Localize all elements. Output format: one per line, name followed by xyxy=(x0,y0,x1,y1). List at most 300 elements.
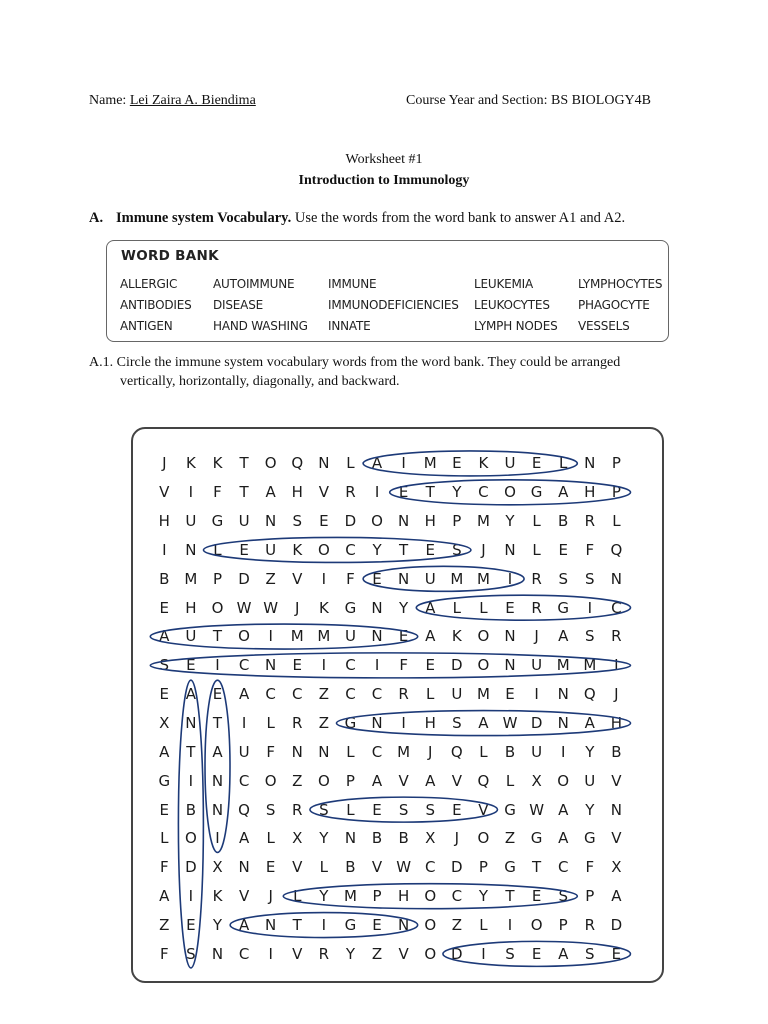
grid-letter: V xyxy=(611,771,622,790)
grid-letter: I xyxy=(507,915,513,934)
grid-letter: X xyxy=(292,829,303,848)
grid-letter: A xyxy=(265,483,276,502)
grid-letter: L xyxy=(559,454,568,473)
grid-letter: G xyxy=(504,858,516,877)
grid-letter: V xyxy=(398,944,409,963)
grid-letter: M xyxy=(476,685,490,704)
grid-letter: C xyxy=(345,685,356,704)
grid-letter: O xyxy=(530,915,543,934)
grid-letter: V xyxy=(159,483,170,502)
grid-letter: I xyxy=(507,569,513,588)
grid-letter: N xyxy=(504,540,516,559)
grid-letter: K xyxy=(451,627,462,646)
grid-letter: G xyxy=(583,829,596,848)
grid-letter: P xyxy=(212,569,222,588)
grid-letter: O xyxy=(264,454,277,473)
grid-letter: V xyxy=(292,944,303,963)
grid-letter: Z xyxy=(318,685,329,704)
grid-letter: P xyxy=(558,915,568,934)
grid-letter: W xyxy=(236,598,252,617)
grid-letter: U xyxy=(344,627,356,646)
grid-letter: Y xyxy=(585,800,595,819)
grid-letter: N xyxy=(344,829,357,848)
grid-letter: M xyxy=(317,627,331,646)
grid-letter: A xyxy=(478,714,489,733)
grid-letter: X xyxy=(531,771,542,790)
grid-letter: Z xyxy=(504,829,516,848)
grid-letter: G xyxy=(158,771,171,790)
grid-letter: B xyxy=(504,742,516,761)
grid-letter: D xyxy=(451,656,463,675)
grid-letter: M xyxy=(290,627,304,646)
grid-letter: C xyxy=(478,483,489,502)
word-bank-column-3 xyxy=(328,274,459,337)
grid-letter: E xyxy=(265,858,276,877)
grid-letter: B xyxy=(185,800,197,819)
grid-letter: O xyxy=(184,829,197,848)
grid-letter: H xyxy=(158,512,170,531)
grid-letter: A xyxy=(212,742,223,761)
grid-letter: V xyxy=(238,887,250,906)
grid-letter: C xyxy=(292,685,303,704)
grid-letter: J xyxy=(428,742,433,761)
grid-letter: R xyxy=(318,944,330,963)
grid-letter: E xyxy=(558,540,568,559)
grid-letter: L xyxy=(612,512,621,531)
grid-letter: R xyxy=(398,685,409,704)
grid-letter: N xyxy=(504,627,516,646)
grid-letter: A xyxy=(425,598,436,617)
word-bank-column-5 xyxy=(578,274,662,337)
grid-letter: F xyxy=(266,742,275,761)
grid-letter: A xyxy=(558,483,569,502)
grid-letter: X xyxy=(611,858,622,877)
grid-letter: I xyxy=(321,656,327,675)
grid-letter: Y xyxy=(319,829,329,848)
grid-letter: E xyxy=(239,540,249,559)
grid-letter: B xyxy=(345,858,356,877)
instruction-line-1: A.1. Circle the immune system vocabulary words from the word bank. They could be arranged xyxy=(89,355,621,370)
grid-letter: E xyxy=(505,598,515,617)
word-bank-column-1 xyxy=(120,274,192,337)
grid-letter: M xyxy=(476,569,490,588)
grid-letter: U xyxy=(531,656,543,675)
grid-letter: L xyxy=(479,915,488,934)
word-bank-word: ANTIGEN xyxy=(120,319,173,333)
grid-letter: L xyxy=(346,800,355,819)
grid-letter: N xyxy=(211,800,224,819)
grid-letter: I xyxy=(215,829,220,848)
grid-letter: G xyxy=(530,829,543,848)
grid-letter: V xyxy=(371,858,383,877)
grid-letter: R xyxy=(584,512,596,531)
grid-letter: N xyxy=(398,915,410,934)
grid-letter: S xyxy=(398,800,409,819)
grid-letter: D xyxy=(185,858,197,877)
grid-letter: O xyxy=(477,656,490,675)
grid-letter: E xyxy=(452,454,462,473)
grid-letter: R xyxy=(584,915,596,934)
grid-letter: J xyxy=(481,540,486,559)
grid-letter: L xyxy=(479,742,488,761)
grid-letter: C xyxy=(238,656,250,675)
grid-letter: H xyxy=(424,714,436,733)
grid-letter: P xyxy=(452,512,462,531)
grid-letter: R xyxy=(345,483,356,502)
grid-letter: Y xyxy=(505,512,515,531)
grid-letter: M xyxy=(184,569,198,588)
grid-letter: I xyxy=(560,742,566,761)
grid-letter: D xyxy=(344,512,357,531)
grid-letter: T xyxy=(212,714,223,733)
grid-letter: E xyxy=(398,483,409,502)
grid-letter: S xyxy=(585,944,595,963)
section-a-text: Use the words from the word bank to answer A1 and A2. xyxy=(294,210,626,226)
grid-letter: O xyxy=(477,627,490,646)
grid-letter: I xyxy=(321,915,327,934)
grid-letter: H xyxy=(291,483,303,502)
grid-letter: O xyxy=(424,915,437,934)
grid-letter: H xyxy=(398,887,410,906)
grid-letter: N xyxy=(185,540,197,559)
grid-letter: S xyxy=(319,800,329,819)
grid-letter: N xyxy=(610,800,622,819)
grid-letter: N xyxy=(398,512,410,531)
grid-letter: O xyxy=(557,771,570,790)
grid-letter: S xyxy=(558,887,568,906)
grid-letter: V xyxy=(611,829,622,848)
grid-letter: C xyxy=(557,858,569,877)
grid-letter: N xyxy=(318,742,330,761)
grid-letter: S xyxy=(425,800,435,819)
grid-letter: L xyxy=(505,771,515,790)
grid-letter: E xyxy=(452,800,462,819)
grid-letter: L xyxy=(346,742,355,761)
grid-letter: Q xyxy=(477,771,490,790)
grid-letter: I xyxy=(268,944,273,963)
grid-letter: M xyxy=(423,454,437,473)
grid-letter: E xyxy=(505,685,515,704)
grid-letter: D xyxy=(451,858,463,877)
grid-letter: U xyxy=(265,540,277,559)
grid-letter: E xyxy=(212,685,223,704)
course-line xyxy=(406,93,651,109)
grid-letter: S xyxy=(159,656,170,675)
grid-letter: I xyxy=(188,483,194,502)
grid-letter: K xyxy=(292,540,303,559)
instruction-a1 xyxy=(89,353,620,391)
grid-letter: P xyxy=(478,858,488,877)
grid-letter: V xyxy=(478,800,489,819)
grid-letter: W xyxy=(263,598,279,617)
grid-letter: H xyxy=(610,714,623,733)
grid-letter: U xyxy=(185,512,197,531)
grid-letter: P xyxy=(611,454,621,473)
grid-letter: F xyxy=(159,858,169,877)
grid-letter: I xyxy=(401,454,406,473)
grid-letter: F xyxy=(399,656,408,675)
grid-letter: E xyxy=(531,454,542,473)
grid-letter: O xyxy=(211,598,224,617)
grid-letter: T xyxy=(212,627,223,646)
grid-letter: P xyxy=(345,771,355,790)
grid-letter: M xyxy=(397,742,411,761)
section-a-label: A. xyxy=(89,210,104,226)
grid-letter: R xyxy=(531,569,542,588)
name-label: Name: xyxy=(89,93,127,108)
grid-letter: A xyxy=(185,685,197,704)
grid-letter: A xyxy=(238,685,250,704)
grid-letter: J xyxy=(534,627,539,646)
grid-letter: Y xyxy=(585,742,595,761)
grid-letter: Q xyxy=(291,454,304,473)
word-bank-word: IMMUNE xyxy=(328,277,377,291)
grid-letter: C xyxy=(424,858,436,877)
grid-letter: A xyxy=(159,742,170,761)
word-bank-column-2 xyxy=(213,274,308,337)
worksheet-title: Introduction to Immunology xyxy=(298,173,470,188)
grid-letter: L xyxy=(319,858,329,877)
grid-letter: C xyxy=(371,685,383,704)
grid-letter: I xyxy=(268,627,273,646)
grid-letter: H xyxy=(424,512,436,531)
grid-letter: V xyxy=(292,569,303,588)
grid-letter: I xyxy=(481,944,486,963)
grid-letter: O xyxy=(371,512,383,531)
grid-letter: A xyxy=(611,887,622,906)
grid-letter: S xyxy=(585,569,595,588)
grid-letter: L xyxy=(160,829,169,848)
grid-letter: S xyxy=(505,944,515,963)
grid-letter: C xyxy=(345,656,356,675)
grid-letter: S xyxy=(452,714,462,733)
grid-letter: D xyxy=(238,569,250,588)
grid-letter: E xyxy=(531,944,542,963)
word-bank-word: INNATE xyxy=(328,319,371,333)
grid-letter: C xyxy=(238,944,250,963)
grid-letter: N xyxy=(371,598,383,617)
grid-letter: T xyxy=(239,454,249,473)
word-bank-word: ANTIBODIES xyxy=(120,298,192,312)
grid-letter: G xyxy=(344,714,357,733)
grid-letter: W xyxy=(502,714,518,733)
grid-letter: N xyxy=(185,714,197,733)
grid-letter: A xyxy=(558,800,569,819)
grid-letter: Y xyxy=(319,887,329,906)
grid-letter: N xyxy=(371,627,383,646)
grid-letter: C xyxy=(371,742,383,761)
grid-letter: U xyxy=(238,742,250,761)
grid-letter: E xyxy=(186,656,196,675)
grid-letter: S xyxy=(186,944,196,963)
grid-letter: Y xyxy=(399,598,409,617)
grid-letter: M xyxy=(476,512,490,531)
grid-letter: Y xyxy=(212,915,223,934)
grid-letter: Q xyxy=(450,742,463,761)
word-bank-word: PHAGOCYTE xyxy=(578,298,650,312)
grid-letter: A xyxy=(558,829,569,848)
course-label: Course Year and Section: xyxy=(406,93,548,108)
name-value: Lei Zaira A. Biendima xyxy=(129,93,256,108)
grid-letter: V xyxy=(318,483,329,502)
name-line xyxy=(89,93,256,109)
grid-letter: J xyxy=(162,454,167,473)
grid-letter: J xyxy=(295,598,300,617)
grid-letter: D xyxy=(451,944,463,963)
grid-letter: P xyxy=(372,887,382,906)
grid-letter: F xyxy=(213,483,222,502)
word-bank-word: HAND WASHING xyxy=(213,319,308,333)
grid-letter: E xyxy=(159,685,170,704)
grid-letter: T xyxy=(239,483,249,502)
section-a-heading xyxy=(89,210,625,227)
grid-letter: N xyxy=(610,569,622,588)
grid-letter: I xyxy=(401,714,406,733)
grid-letter: U xyxy=(504,454,516,473)
word-bank xyxy=(106,240,669,342)
grid-letter: T xyxy=(292,915,302,934)
grid-letter: I xyxy=(374,483,380,502)
grid-letter: N xyxy=(265,915,277,934)
grid-letter: K xyxy=(318,598,329,617)
grid-letter: A xyxy=(238,829,250,848)
word-bank-word: VESSELS xyxy=(578,319,630,333)
grid-letter: K xyxy=(212,887,223,906)
grid-letter: M xyxy=(450,569,464,588)
grid-letter: A xyxy=(425,627,436,646)
instruction-line-2: vertically, horizontally, diagonally, and backward. xyxy=(120,374,400,389)
grid-letter: A xyxy=(425,771,436,790)
grid-letter: Q xyxy=(583,685,596,704)
grid-letter: A xyxy=(371,454,383,473)
grid-letter: I xyxy=(241,714,247,733)
grid-letter: N xyxy=(398,569,410,588)
grid-letter: E xyxy=(398,627,409,646)
section-a-title: Immune system Vocabulary. xyxy=(116,210,292,226)
grid-letter: X xyxy=(159,714,170,733)
grid-letter: U xyxy=(424,569,436,588)
grid-letter: Y xyxy=(478,887,488,906)
grid-letter: X xyxy=(425,829,436,848)
grid-letter: N xyxy=(291,742,303,761)
grid-letter: S xyxy=(558,569,568,588)
grid-letter: M xyxy=(583,656,597,675)
word-search-puzzle xyxy=(131,427,664,983)
grid-letter: L xyxy=(479,598,488,617)
grid-letter: Z xyxy=(451,915,462,934)
grid-letter: A xyxy=(371,771,383,790)
grid-letter: O xyxy=(238,627,250,646)
grid-letter: E xyxy=(372,800,382,819)
grid-letter: N xyxy=(504,656,516,675)
grid-letter: T xyxy=(186,742,196,761)
grid-letter: E xyxy=(372,915,382,934)
grid-letter: B xyxy=(558,512,569,531)
grid-letter: M xyxy=(556,656,570,675)
grid-letter: C xyxy=(345,540,356,559)
grid-letter: T xyxy=(425,483,435,502)
grid-letter: L xyxy=(532,512,541,531)
grid-letter: S xyxy=(292,512,303,531)
grid-letter: F xyxy=(346,569,355,588)
grid-letter: L xyxy=(426,685,435,704)
grid-letter: E xyxy=(531,887,542,906)
grid-letter: I xyxy=(374,656,380,675)
word-bank-word: LYMPH NODES xyxy=(474,319,558,333)
grid-letter: J xyxy=(268,887,273,906)
grid-letter: E xyxy=(292,656,302,675)
grid-letter: B xyxy=(159,569,170,588)
grid-letter: V xyxy=(398,771,409,790)
grid-letter: S xyxy=(585,627,595,646)
grid-letter: Q xyxy=(610,540,623,559)
grid-letter: Y xyxy=(345,944,356,963)
grid-letter: N xyxy=(318,454,330,473)
grid-letter: Y xyxy=(372,540,382,559)
word-bank-word: AUTOIMMUNE xyxy=(213,277,295,291)
grid-letter: P xyxy=(585,887,595,906)
grid-letter: Z xyxy=(318,714,329,733)
grid-letter: O xyxy=(317,540,330,559)
grid-letter: A xyxy=(584,714,595,733)
grid-letter: A xyxy=(238,915,250,934)
grid-letter: N xyxy=(265,656,277,675)
grid-letter: E xyxy=(319,512,329,531)
grid-letter: N xyxy=(211,944,224,963)
grid-letter: A xyxy=(159,887,170,906)
grid-letter: O xyxy=(424,887,437,906)
grid-letter: L xyxy=(452,598,461,617)
grid-letter: O xyxy=(477,829,490,848)
grid-letter: E xyxy=(159,598,170,617)
grid-letter: W xyxy=(396,858,412,877)
grid-letter: I xyxy=(188,887,194,906)
grid-letter: N xyxy=(371,714,383,733)
grid-letter: W xyxy=(529,800,545,819)
grid-letter: A xyxy=(159,627,170,646)
grid-letter: H xyxy=(584,483,596,502)
grid-letter: G xyxy=(530,483,543,502)
grid-letter: L xyxy=(266,829,275,848)
grid-letter: S xyxy=(452,540,462,559)
word-bank-word: LEUKEMIA xyxy=(474,277,534,291)
grid-letter: E xyxy=(425,656,435,675)
grid-letter: R xyxy=(611,627,622,646)
grid-letter: C xyxy=(265,685,276,704)
grid-letter: Z xyxy=(159,915,170,934)
grid-letter: R xyxy=(531,598,542,617)
grid-letter: K xyxy=(212,454,223,473)
grid-letter: M xyxy=(343,887,357,906)
grid-letter: U xyxy=(451,685,463,704)
grid-letter: I xyxy=(215,656,220,675)
grid-letter: Z xyxy=(371,944,383,963)
grid-letter: G xyxy=(557,598,570,617)
grid-letter: X xyxy=(212,858,223,877)
grid-letter: E xyxy=(159,800,170,819)
grid-letter: T xyxy=(505,887,515,906)
grid-letter: E xyxy=(611,944,622,963)
grid-letter: G xyxy=(211,512,224,531)
letter-grid xyxy=(151,449,630,968)
grid-letter: C xyxy=(611,598,622,617)
grid-letter: N xyxy=(238,858,250,877)
grid-letter: L xyxy=(346,454,355,473)
grid-letter: U xyxy=(531,742,543,761)
grid-letter: V xyxy=(292,858,303,877)
grid-letter: N xyxy=(557,714,569,733)
grid-letter: G xyxy=(504,800,516,819)
